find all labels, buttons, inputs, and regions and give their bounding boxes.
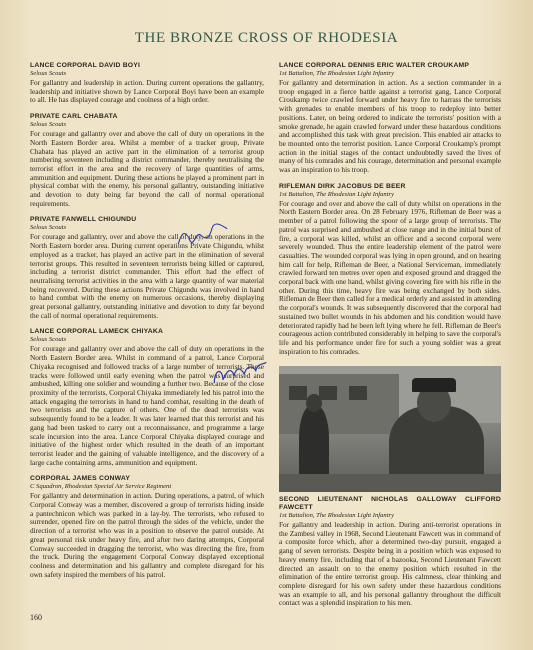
recipient-unit: 1st Battalion, The Rhodesian Light Infantry	[279, 190, 395, 198]
recipient-unit: 1st Battalion, The Rhodesian Light Infantry	[279, 512, 395, 519]
recipient-name: RIFLEMAN DIRK JACOBUS DE BEER	[279, 182, 406, 190]
citation-entry	[30, 62, 264, 105]
citation-text: For gallantry and leadership in action. During current operations the gallantry, leadership and initiative shown by Lance Corporal Boyi have been an example to all. He has displayed courage and coolness of a high order.	[30, 78, 264, 105]
recipient-unit: 1st Battalion, The Rhodesian Light Infantry	[279, 70, 395, 77]
recipient-name: LANCE CORPORAL DENNIS ERIC WALTER CROUKAMP	[279, 62, 470, 69]
photo-ground	[279, 474, 501, 492]
recipient-name: LANCE CORPORAL DAVID BOYI	[30, 62, 141, 69]
recipient-name: LANCE CORPORAL LAMECK CHIYAKA	[30, 328, 164, 336]
photo-figure-head	[306, 394, 322, 412]
photo-window	[289, 386, 307, 400]
citation-text: For courage and gallantry over and above the call of duty on operations in the North Eastern Border area. Whilst in command of a patrol, Lance Corporal Chiyaka recognised and followed tracks of a large number of terrorists. These tracks were followed until early evening when the patrol was surprised and ambushed, killing one soldier and wounding a further two. Because of the close proximity of the terrorists, Corporal Chiyaka immediately led his patrol into the attack engaging the terrorists in hand to hand combat, resulting in the death of two terrorists and the capture of others. One of the dead terrorists was subsequently found to be a leader. It was later learned that this terrorist and his gang had been tasked to carry out a reconnaissance, and programme a large scale incursion into the area. Lance Corporal Chiyaka displayed courage and initiative of the highest order which resulted in the death of an important terrorist leader and the gaining of valuable intelligence, and the discovery of a large cache containing arms, ammunition and equipment.	[30, 344, 264, 467]
recipient-unit: Selous Scouts	[30, 336, 67, 344]
photo-window	[319, 386, 337, 400]
citation-entry	[30, 475, 264, 579]
citation-text: For gallantry and leadership in action. During anti-terrorist operations in the Zambesi valley in 1968, Second Lieutenant Fawcett was in command of a composite force which, after a determined two-day pursuit, engaged a gang of seven terrorists. Despite being in a position which was exposed to heavy enemy fire, including that of a bazooka, Second Lieutenant Fawcett directed an assault on to the enemy position which resulted in the elimination of the entire terrorist group. His calmness, clear thinking and complete disregard for his own safety under these hazardous conditions was an example to all, and his personal gallantry throughout the difficult contact was a splendid inspiration to his men.	[279, 520, 501, 608]
recipient-unit: C Squadron, Rhodesian Special Air Service Regiment	[30, 483, 172, 491]
citation-entry	[30, 216, 264, 320]
citation-text: For gallantry and determination in action. During operations, a patrol, of which Corporal Conway was a member, discovered a group of terrorists hiding inside a pantechnicon which was parked in a lay-by. The terrorists, who refused to surrender, opened fire on the patrol through the sides of the vehicle, under the direction of a terrorist who was in a position to observe the patrol outside. At great personal risk under heavy fire, and after two daring attempts, Corporal Conway succeeded in dragging the terrorist, who was directing the fire, from the truck. During the engagement Corporal Conway displayed exceptional coolness and determination and his gallantry and complete disregard for his own safety inspired the members of his patrol.	[30, 491, 264, 579]
recipient-unit: Selous Scouts	[30, 70, 67, 77]
citation-text: For gallantry and determination in action. As a section commander in a troop engaged in a fierce battle against a terrorist gang, Lance Corporal Croukamp twice crawled forward under heavy fire to harrass the terrorists with grenades to enable members of his troop to redeploy into better positions. Later, on being ordered to indicate the terrorists' position with a smoke grenade, he again crawled forward under these hazardous conditions and accomplished this task with great precision. This enabled air attacks to be mounted onto the terrorist position. Lance Corporal Croukamp's prompt action in the initial stages of the contact undoubtedly saved the lives of many of his comrades and his courage, determination and personal example was an inspiration to his troop.	[279, 78, 501, 175]
page-title: THE BRONZE CROSS OF RHODESIA	[134, 30, 399, 46]
left-column	[30, 62, 264, 587]
photo-window	[349, 386, 367, 400]
photo-officer-cap	[412, 378, 456, 392]
recipient-unit: Selous Scouts	[30, 121, 67, 129]
citation-entry	[30, 113, 264, 208]
recipient-unit: Selous Scouts	[30, 224, 67, 232]
citation-text: For courage and over and above the call of duty whilst on operations in the North Eastern Border area. On 28 February 1976, Rifleman de Beer was a member of a patrol following the spoor of a large group of terrorists. The patrol was surprised and ambushed at close range and in the initial burst of fire, a corporal was killed, whilst an officer and a second corporal were severely wounded. Thus the entire leadership element of the patrol were casualties. The wounded corporal was lying in open ground, and on hearing him call for help, Rifleman de Beer, a National Serviceman, immediately crawled forward ten metres over open and exposed ground and dragged the corporal back with one hand, whilst giving covering fire with his rifle in the other. During this time, heavy fire was being exchanged by both sides. Rifleman de Beer then called for a medical orderly and assisted in attending the corporal's wounds. It was subsequently discovered that the corporal had sustained two bullet wounds in his abdomen and his condition would have deteriorated rapidly had he been left lying where he fell. Rifleman de Beer's courageous action contributed considerably in helping to save the corporal's life and his performance under fire for such a young soldier was a great inspiration to his comrades.	[279, 198, 501, 356]
right-column	[279, 62, 501, 364]
portrait-photo	[279, 366, 501, 492]
page-number: 160	[30, 613, 42, 622]
citation-text: For courage and gallantry over and above the call of duty on operations in the North Eastern Border area. Whilst a member of a tracker group, Private Chabata has played an active part in the elimination of a terrorist group numbering seventeen including a district commander, thereby neutralising the terrorist effort in the area and the recovery of large quantities of arms, ammunition and equipment. During these actions he played a prominent part in physical combat with the enemy, his personal gallantry, outstanding initiative and devotion to duty being far beyond the call of normal operational requirements.	[30, 129, 264, 208]
recipient-name: PRIVATE CARL CHABATA	[30, 113, 118, 121]
recipient-name: PRIVATE FANWELL CHIGUNDU	[30, 216, 137, 224]
citation-entry	[279, 183, 501, 357]
recipient-name: CORPORAL JAMES CONWAY	[30, 475, 131, 483]
recipient-name: SECOND LIEUTENANT NICHOLAS GALLOWAY CLIFFORD FAWCETT	[279, 496, 501, 511]
citation-entry	[279, 62, 501, 175]
photo-building	[279, 374, 399, 434]
citation-text: For courage and gallantry, over and above the call of duty, on operations in the North Eastern border area. During current operations Private Chigundu, whilst employed as a tracker, has played an active part in the elimination of several terrorist groups. This resulted in seventeen terrorists being killed or captured, including a terrorist district commander. This effort had the effect of neutralising terrorist activities in the area with a large quantity of war material being recovered. During these actions Private Chigundu was involved in hand to hand combat with the enemy on numerous occasions, thereby displaying great personal gallantry, outstanding initiative and devotion to duty far beyond the call of normal operational requirements.	[30, 232, 264, 320]
citation-entry	[30, 328, 264, 467]
photo-caption-entry	[279, 496, 501, 608]
